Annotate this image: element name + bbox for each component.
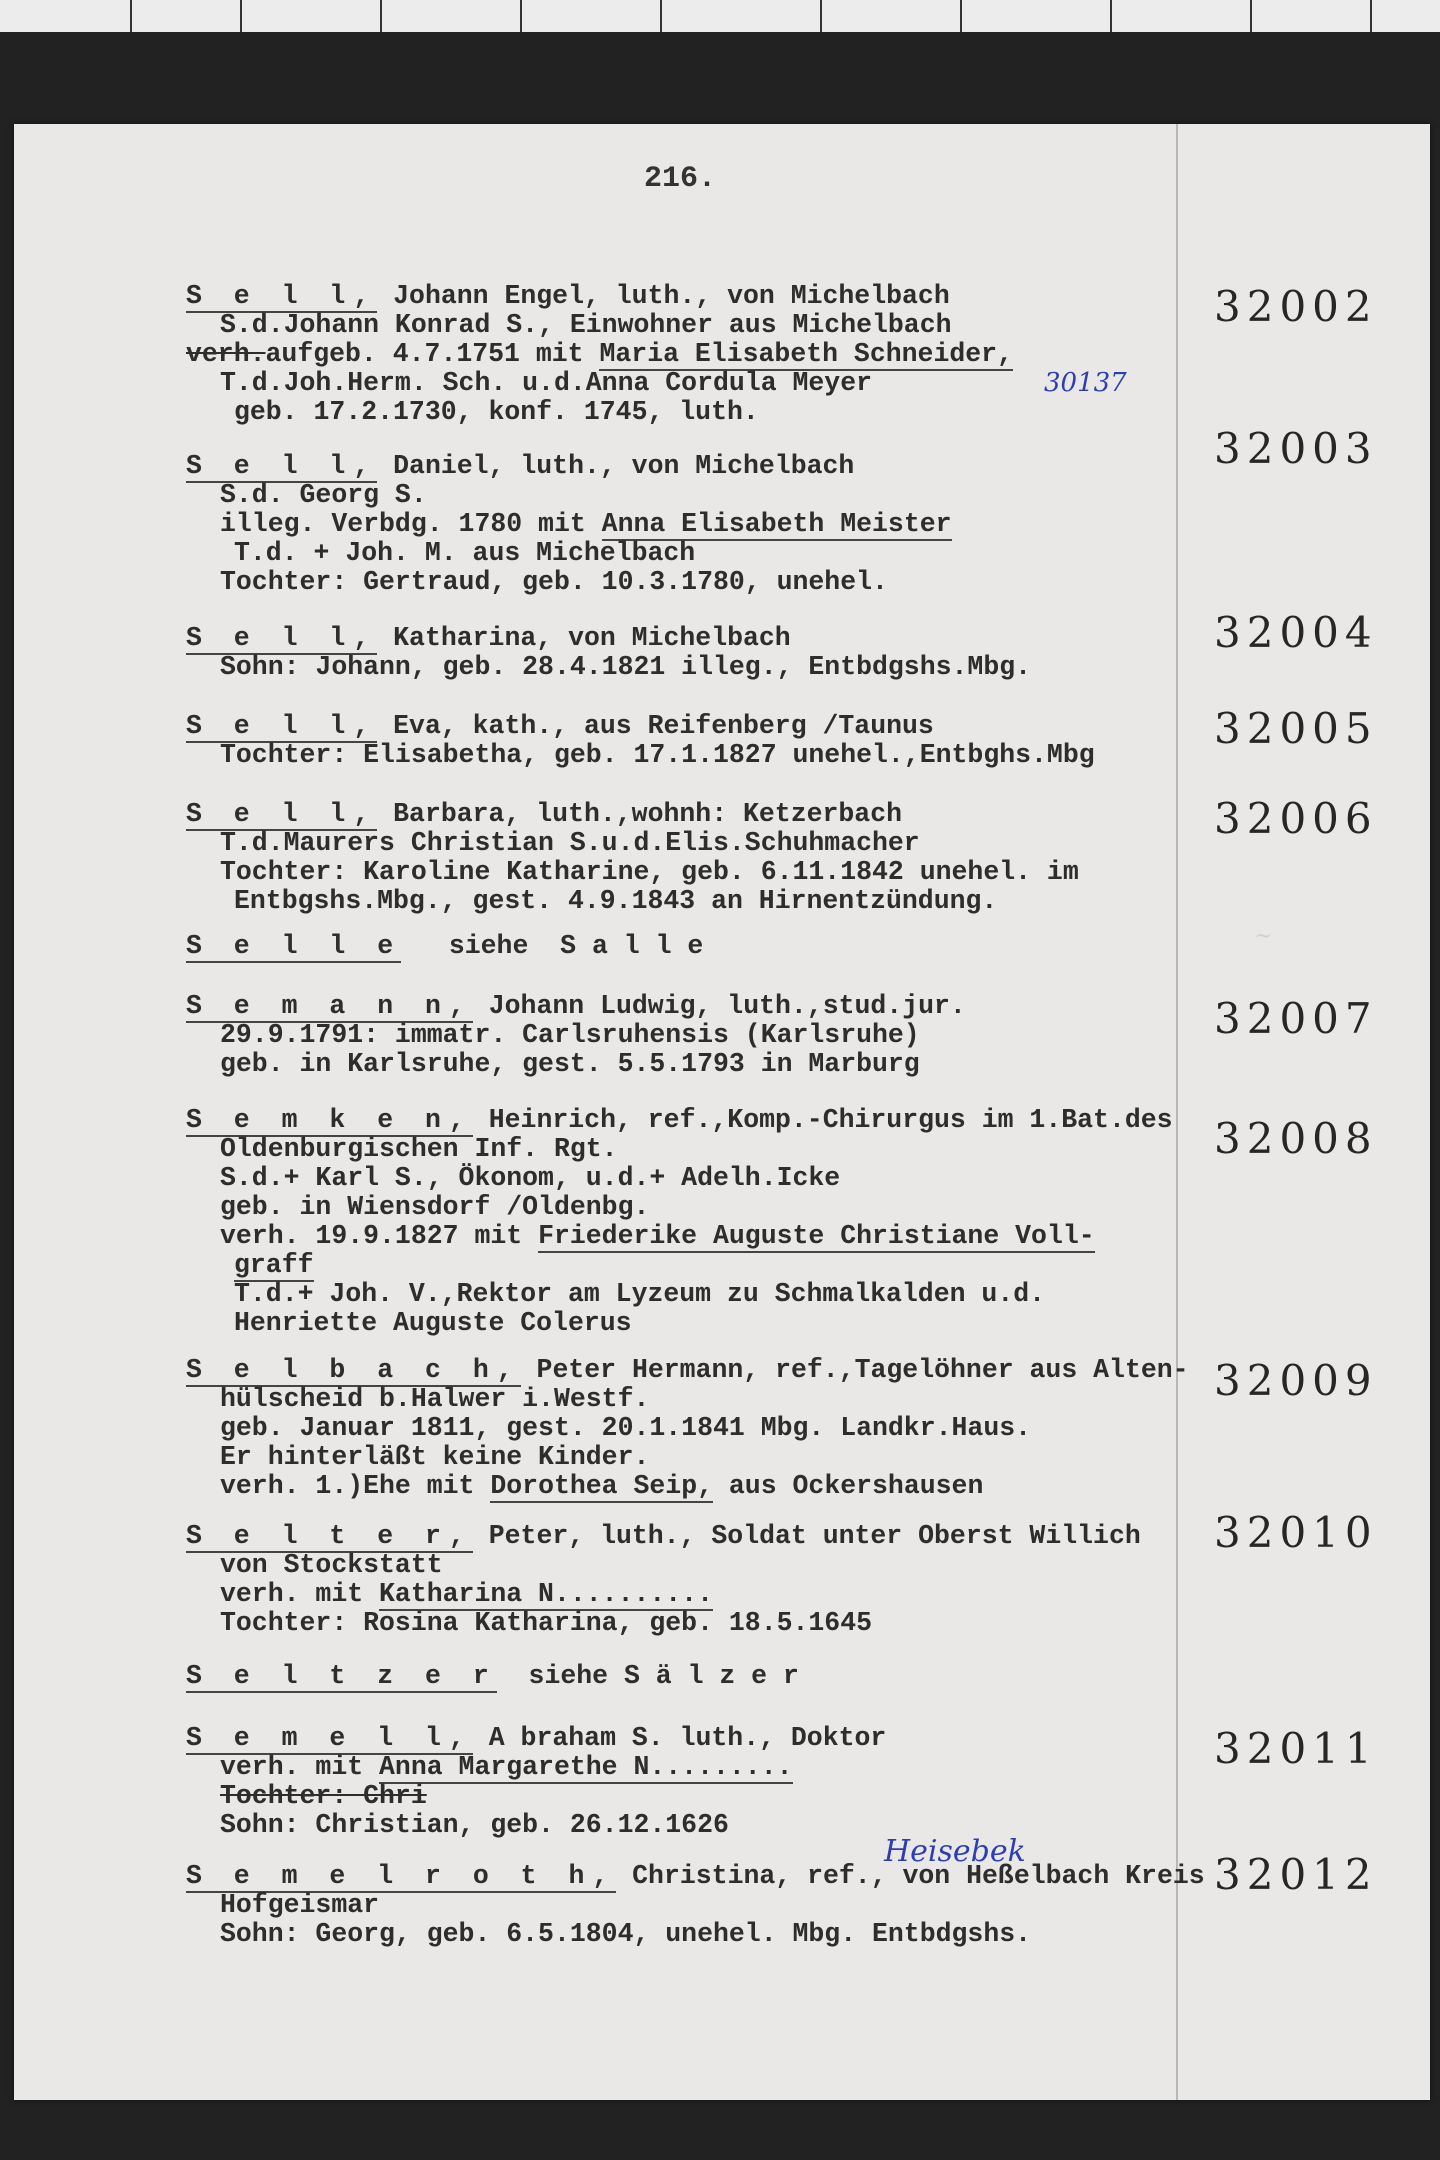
entry-line (186, 1551, 1196, 1580)
entry-line (186, 1050, 1196, 1079)
entry-line (186, 1164, 1196, 1193)
record-number: 32004 (1214, 608, 1378, 657)
entry-line (186, 858, 1196, 887)
entry-text: Barbara, luth.,wohnh: Ketzerbach (377, 799, 903, 829)
entry-line (186, 1782, 1196, 1811)
entry-text: Katharina, von Michelbach (377, 623, 791, 653)
entry-text: Johann Ludwig, luth.,stud.jur. (472, 991, 966, 1021)
entry-line (186, 1580, 1196, 1609)
entry-heading (186, 282, 1196, 311)
entry-text: Tochter: Gertraud, geb. 10.3.1780, unehel. (220, 567, 888, 597)
record-number: 32009 (1214, 1356, 1378, 1405)
record-number: 32011 (1214, 1724, 1378, 1773)
record-number: 32007 (1214, 994, 1378, 1043)
record-number: 32010 (1214, 1508, 1378, 1557)
entry-line (186, 829, 1196, 858)
entry-line (186, 1472, 1196, 1501)
entry-heading (186, 1861, 1205, 1891)
entry-line (186, 1193, 1196, 1222)
entry-text: geb. in Wiensdorf /Oldenbg. (220, 1192, 650, 1222)
entry-line (186, 568, 1196, 597)
entry-line (186, 1135, 1196, 1164)
entry-line (186, 887, 1196, 916)
entry-text: T.d. + Joh. M. aus Michelbach (234, 538, 696, 568)
entry-text: geb. 17.2.1730, konf. 1745, luth. (234, 397, 759, 427)
entry-line (186, 398, 1196, 427)
entry-text: hülscheid b.Halwer i.Westf. (220, 1384, 650, 1414)
entry-line (186, 1251, 1196, 1280)
entry-text: S.d.Johann Konrad S., Einwohner aus Michelbach (220, 310, 952, 340)
entry-line (186, 741, 1196, 770)
entry-text: siehe S a l l e (401, 931, 704, 961)
entry-line (186, 1309, 1196, 1338)
entry (186, 712, 1196, 770)
entry-text: Entbgshs.Mbg., gest. 4.9.1843 an Hirnentzündung. (234, 886, 998, 916)
record-number: 32002 (1214, 282, 1378, 331)
entry-text: Katharina N.......... (379, 1579, 713, 1609)
entry-text: verh. mit (220, 1752, 380, 1782)
entry-text: S.d. Georg S. (220, 480, 427, 510)
entry-text: Daniel, luth., von Michelbach (377, 451, 855, 481)
entry-heading (186, 800, 1196, 829)
record-number: 32003 (1214, 424, 1378, 473)
entry (186, 1724, 1196, 1840)
entry-text: Peter, luth., Soldat unter Oberst Willich (472, 1521, 1141, 1551)
surname: S e l l, (186, 451, 378, 481)
record-number: 32008 (1214, 1114, 1378, 1163)
entry-line (186, 653, 1196, 682)
surname: S e l l, (186, 623, 378, 653)
entry-text: illeg. Verbdg. 1780 mit (220, 509, 602, 539)
entry (186, 452, 1196, 597)
surname: S e l b a c h, (186, 1355, 521, 1385)
entry-line (186, 1385, 1196, 1414)
record-number: 32012 (1214, 1850, 1378, 1899)
entry-heading (186, 1662, 1196, 1691)
entry-text: Oldenburgischen Inf. Rgt. (220, 1134, 618, 1164)
entry-text: Tochter: Elisabetha, geb. 17.1.1827 unehel.,Entbghs.Mbg (220, 740, 1095, 770)
entry-line (186, 1443, 1196, 1472)
entry (186, 1356, 1196, 1501)
handwritten-annotation: 30137 (1044, 368, 1127, 398)
entry (186, 1106, 1196, 1338)
entry-text: S.d.+ Karl S., Ökonom, u.d.+ Adelh.Icke (220, 1163, 841, 1193)
entry-heading (186, 452, 1196, 481)
handwritten-annotation: Heisebek (884, 1834, 1026, 1869)
entry-heading (186, 1522, 1196, 1551)
entry-text: Tochter: Rosina Katharina, geb. 18.5.1645 (220, 1608, 873, 1638)
entry-text: geb. Januar 1811, gest. 20.1.1841 Mbg. Landkr.Haus. (220, 1413, 1032, 1443)
entry-line (186, 1753, 1196, 1782)
entry-heading (186, 1724, 1196, 1753)
entry-text: verh. 1.)Ehe mit (220, 1471, 491, 1501)
entry-text: Maria Elisabeth Schneider, (599, 339, 1013, 369)
surname: S e m e l l, (186, 1723, 473, 1753)
entry-text: Dorothea Seip, (490, 1471, 713, 1501)
entry-text: Tochter: Chri (220, 1781, 427, 1811)
entry-line (186, 340, 1196, 369)
entry-heading (186, 1356, 1196, 1385)
page-number: 216. (644, 162, 717, 196)
entry (186, 1662, 1196, 1691)
entry-heading (186, 992, 1196, 1021)
entry (186, 1522, 1196, 1638)
record-number: 32005 (1214, 704, 1378, 753)
entry-text: Hofgeismar (220, 1890, 380, 1920)
entry-text: Anna Margarethe N......... (379, 1752, 793, 1782)
entry-line (186, 311, 1196, 340)
scanner-bar (0, 0, 1440, 32)
entry-text: verh. 19.9.1827 mit (220, 1221, 539, 1251)
entry-text: siehe S ä l z e r (496, 1661, 799, 1691)
entry-text: Sohn: Johann, geb. 28.4.1821 illeg., Entbdgshs.Mbg. (220, 652, 1032, 682)
entry-text: aufgeb. 4.7.1751 mit (265, 339, 600, 369)
entry (186, 932, 1196, 961)
entry-text: verh. mit (220, 1579, 380, 1609)
entry-line (186, 1280, 1196, 1309)
surname: S e l l e (186, 931, 402, 961)
faint-stamp: ~ (1254, 924, 1277, 949)
entry-text: geb. in Karlsruhe, gest. 5.5.1793 in Marburg (220, 1049, 920, 1079)
entry-heading (186, 712, 1196, 741)
entry-line (186, 1222, 1196, 1251)
entry-text: 29.9.1791: immatr. Carlsruhensis (Karlsruhe) (220, 1020, 920, 1050)
surname: S e l t e r, (186, 1521, 473, 1551)
entry-line (186, 510, 1196, 539)
surname: S e m k e n, (186, 1105, 473, 1135)
entry-text: Sohn: Georg, geb. 6.5.1804, unehel. Mbg. Entbdgshs. (220, 1919, 1032, 1949)
record-number: 32006 (1214, 794, 1378, 843)
entry-text: A braham S. luth., Doktor (472, 1723, 887, 1753)
entry-text: Henriette Auguste Colerus (234, 1308, 632, 1338)
entry (186, 992, 1196, 1079)
entry-text: verh. (186, 339, 266, 369)
entry-text: T.d.+ Joh. V.,Rektor am Lyzeum zu Schmalkalden u.d. (234, 1279, 1046, 1309)
entry-text: Heinrich, ref.,Komp.-Chirurgus im 1.Bat.des (472, 1105, 1173, 1135)
entry-line (186, 1609, 1196, 1638)
entry-line (186, 1920, 1196, 1949)
entry-text: aus Ockershausen (713, 1471, 984, 1501)
surname: S e m a n n, (186, 991, 473, 1021)
entry-text: Johann Engel, luth., von Michelbach (377, 281, 950, 311)
entry-text: T.d.Maurers Christian S.u.d.Elis.Schuhmacher (220, 828, 920, 858)
entry (186, 1861, 1205, 1949)
entry-text: Anna Elisabeth Meister (601, 509, 952, 539)
entry-text: Sohn: Christian, geb. 26.12.1626 (220, 1810, 729, 1840)
entry-text: Eva, kath., aus Reifenberg /Taunus (377, 711, 934, 741)
entry-line (186, 1021, 1196, 1050)
entry-heading (186, 1106, 1196, 1135)
entry-line (186, 1414, 1196, 1443)
entry-text: Friederike Auguste Christiane Voll- (538, 1221, 1095, 1251)
entry-text: Christina, ref., von Heßelbach Kreis (616, 1861, 1205, 1891)
entry-heading (186, 624, 1196, 653)
entry-heading (186, 932, 1196, 961)
entry-text: von Stockstatt (220, 1550, 443, 1580)
entry-text: Peter Hermann, ref.,Tagelöhner aus Alten- (520, 1355, 1189, 1385)
index-card (14, 124, 1430, 2100)
entry-text: T.d.Joh.Herm. Sch. u.d.Anna Cordula Meyer (220, 368, 873, 398)
surname: S e l l, (186, 799, 378, 829)
surname: S e l t z e r (186, 1661, 497, 1691)
entry-line (186, 1811, 1196, 1840)
entry-line (186, 481, 1196, 510)
entry (186, 800, 1196, 916)
surname: S e m e l r o t h, (186, 1861, 617, 1891)
surname: S e l l, (186, 711, 378, 741)
entry (186, 282, 1196, 427)
entry (186, 624, 1196, 682)
entry-text: Er hinterläßt keine Kinder. (220, 1442, 650, 1472)
entry-text: graff (234, 1250, 314, 1280)
entry-line (186, 539, 1196, 568)
surname: S e l l, (186, 281, 378, 311)
entry-line (186, 1891, 1196, 1920)
entry-text: Tochter: Karoline Katharine, geb. 6.11.1842 unehel. im (220, 857, 1079, 887)
